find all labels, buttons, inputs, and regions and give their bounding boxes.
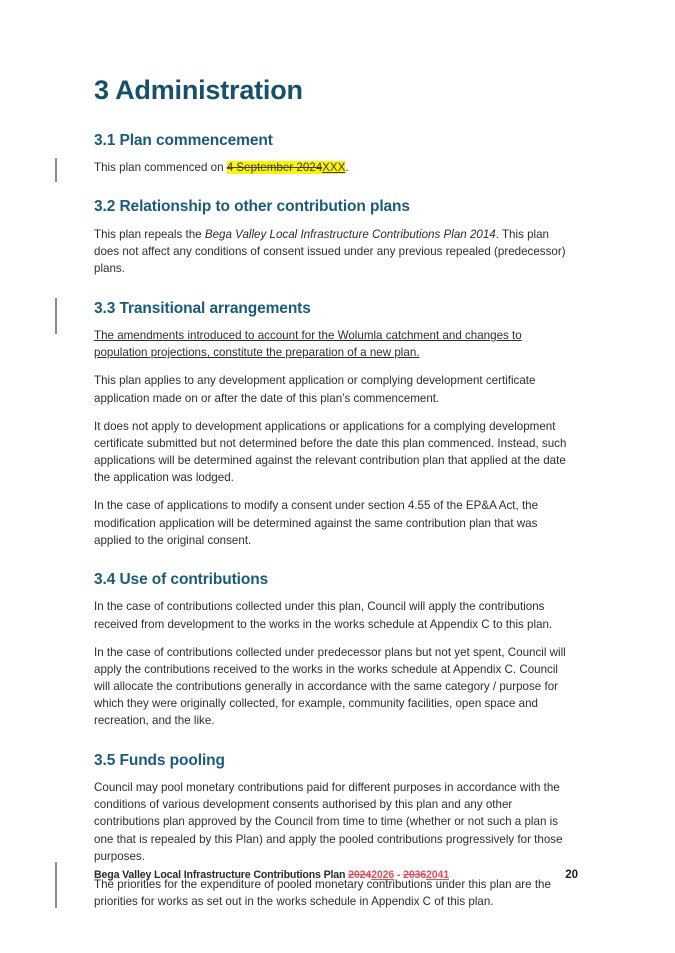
change-bar-commencement xyxy=(55,158,57,182)
change-bar-footer xyxy=(55,862,57,908)
footer-year-start-inserted: 2026 xyxy=(371,869,395,881)
paragraph-contributions-predecessor: In the case of contributions collected under predecessor plans but not yet spent, Council will apply the contributions received to the works in the works schedule at Appendix C. Council will allocate the contributions generally in accordance with the same category / purpose for which they were originally collected, for example, community facilities, open space and recreation, and the like. xyxy=(94,645,566,728)
paragraph-commencement xyxy=(94,159,575,176)
paragraph-contributions-this-plan: In the case of contributions collected under this plan, Council will apply the contributions received from development to the works in the works schedule at Appendix C to this plan. xyxy=(94,600,553,631)
commencement-highlight xyxy=(226,161,349,175)
paragraph-repeals xyxy=(94,226,575,277)
footer-plan-name: Bega Valley Local Infrastructure Contributions Plan xyxy=(94,869,349,881)
commencement-inserted-date: XXX xyxy=(322,161,346,175)
footer-year-start-deleted: 2024 xyxy=(348,869,372,881)
paragraph-pooling: Council may pool monetary contributions paid for different purposes in accordance with the conditions of various development consents authorised by this plan and any other contributions plan approved by the Council from time to time (whether or not such a plan is one that is repealed by this Plan) and apply the pooled contributions progressively for those purposes. xyxy=(94,781,563,863)
section-heading-3-1: 3.1 Plan commencement xyxy=(94,131,273,149)
section-heading-3-3: 3.3 Transitional arrangements xyxy=(94,299,311,317)
repeals-tail-text: . This plan does not affect any conditions of consent issued under any previous repealed (predecessor) plans. xyxy=(94,228,566,276)
section-heading-3-5: 3.5 Funds pooling xyxy=(94,751,225,769)
section-heading-3-4: 3.4 Use of contributions xyxy=(94,570,269,588)
section-3-2 xyxy=(94,198,575,277)
change-bar-transitional xyxy=(55,298,57,334)
paragraph-modify-consent: In the case of applications to modify a consent under section 4.55 of the EP&A Act, the modification application will be determined against the same contribution plan that was applied to the original consent. xyxy=(94,499,539,547)
repealed-plan-name: Bega Valley Local Infrastructure Contributions Plan 2014 xyxy=(204,228,496,242)
commencement-lead-text: This plan commenced on xyxy=(94,161,227,175)
section-heading-3-2: 3.2 Relationship to other contribution plans xyxy=(94,198,410,216)
page-title: 3 Administration xyxy=(94,75,303,105)
section-3-3 xyxy=(94,300,575,549)
footer-year-separator: - xyxy=(394,869,404,881)
section-3-5 xyxy=(94,752,575,911)
repeals-lead-text: This plan repeals the xyxy=(94,228,205,242)
paragraph-inserted-amendments: The amendments introduced to account for the Wolumla catchment and changes to population projections, constitute the preparation of a new plan. xyxy=(94,329,522,360)
paragraph-applies-to: This plan applies to any development application or complying development certificate application made on or after the date of this plan’s commencement. xyxy=(94,374,536,405)
paragraph-pooling-priorities: The priorities for the expenditure of pooled monetary contributions under this plan are the priorities for works as set out in the works schedule in Appendix C of this plan. xyxy=(94,877,551,909)
footer-year-end-inserted: 2041 xyxy=(426,869,450,881)
paragraph-does-not-apply: It does not apply to development applications or applications for a complying development certificate submitted but not determined before the date this plan commenced. Instead, such applications will be determined against the relevant contribution plan that applied at the date the application was lodged. xyxy=(94,419,567,485)
section-3-4 xyxy=(94,571,575,730)
section-3-1 xyxy=(94,132,575,177)
commencement-deleted-date: 4 September 2024 xyxy=(226,161,323,175)
page-number: 20 xyxy=(565,869,578,881)
footer-plan-title xyxy=(94,869,449,881)
page-content xyxy=(94,76,575,932)
footer-year-end-deleted: 2036 xyxy=(403,869,427,881)
commencement-tail-text: . xyxy=(345,161,349,175)
page-footer xyxy=(94,869,578,881)
